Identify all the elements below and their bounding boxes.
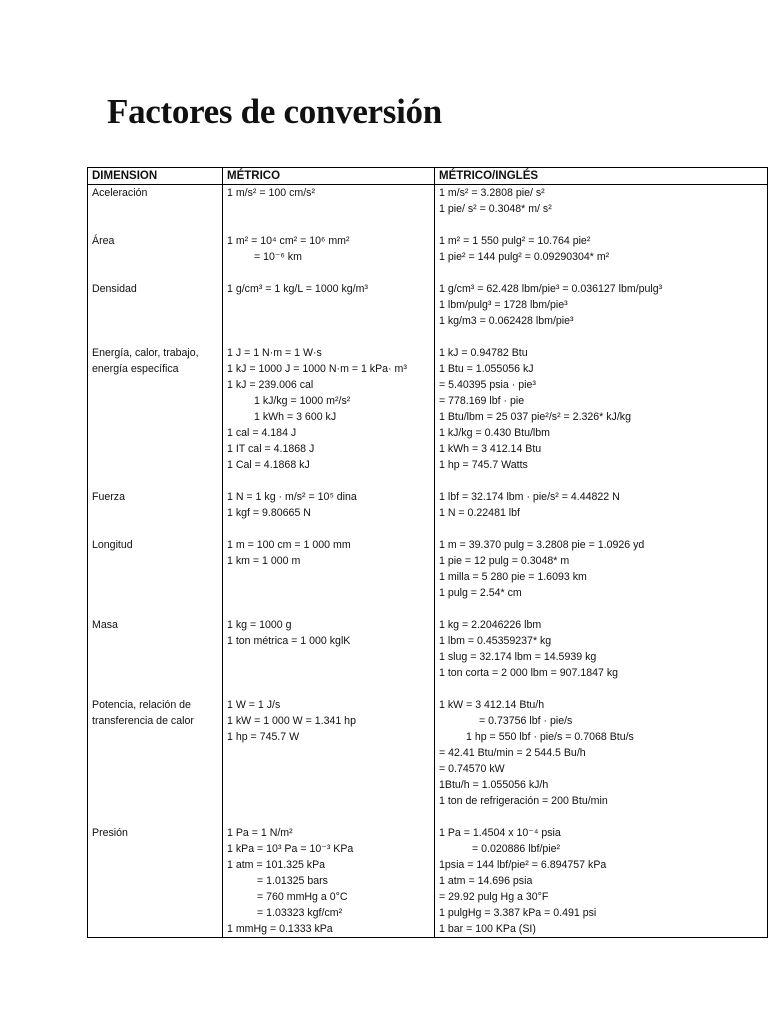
table-row: [88, 233, 768, 281]
dimension-line: Aceleración: [92, 187, 148, 199]
metric-line: = 10⁻⁶ km: [254, 251, 302, 263]
dimension-line: Energía, calor, trabajo, energía específica: [92, 347, 199, 375]
metric-line: 1 hp = 745.7 W: [227, 731, 300, 743]
cell-english: [435, 233, 768, 281]
metric-line: = 1.03323 kgf/cm²: [257, 907, 343, 919]
english-line: 1 N = 0.22481 lbf: [439, 507, 520, 519]
english-line: 1 lbf = 32.174 lbm · pie/s² = 4.44822 N: [439, 491, 620, 503]
cell-metric: [223, 185, 435, 234]
metric-line: 1 Pa = 1 N/m²: [227, 827, 293, 839]
english-line: = 0.020886 lbf/pie²: [472, 843, 561, 855]
table-row: [88, 345, 768, 489]
cell-dimension: [88, 697, 223, 825]
header-dimension: DIMENSION: [88, 168, 223, 185]
cell-metric: [223, 489, 435, 537]
english-line: 1 Btu/lbm = 25 037 pie²/s² = 2.326* kJ/kg: [439, 411, 631, 423]
english-line: 1 ton corta = 2 000 lbm = 907.1847 kg: [439, 667, 619, 679]
cell-english: [435, 537, 768, 617]
cell-metric: [223, 825, 435, 938]
english-line: 1 atm = 14.696 psia: [439, 875, 533, 887]
table-row: [88, 185, 768, 234]
english-line: 1 pulg = 2.54* cm: [439, 587, 522, 599]
cell-metric: [223, 537, 435, 617]
dimension-line: Potencia, relación de transferencia de calor: [92, 699, 194, 727]
english-line: 1 hp = 745.7 Watts: [439, 459, 528, 471]
metric-line: 1 m² = 10⁴ cm² = 10⁶ mm²: [227, 235, 350, 247]
english-line: 1 milla = 5 280 pie = 1.6093 km: [439, 571, 587, 583]
english-line: 1 g/cm³ = 62.428 lbm/pie³ = 0.036127 lbm/pulg³: [439, 283, 663, 295]
metric-line: 1 mmHg = 0.1333 kPa: [227, 923, 333, 935]
metric-line: = 760 mmHg a 0°C: [257, 891, 348, 903]
english-line: 1 lbm/pulg³ = 1728 lbm/pie³: [439, 299, 568, 311]
english-line: 1 lbm = 0.45359237* kg: [439, 635, 552, 647]
cell-dimension: [88, 489, 223, 537]
table-row: [88, 537, 768, 617]
cell-english: [435, 825, 768, 938]
metric-line: 1 atm = 101.325 kPa: [227, 859, 326, 871]
metric-line: 1 m/s² = 100 cm/s²: [227, 187, 316, 199]
cell-dimension: [88, 345, 223, 489]
english-line: = 42.41 Btu/min = 2 544.5 Bu/h: [439, 747, 586, 759]
english-line: = 0.74570 kW: [439, 763, 505, 775]
cell-metric: [223, 345, 435, 489]
english-line: 1 bar = 100 KPa (SI): [439, 923, 536, 935]
english-line: 1 slug = 32.174 lbm = 14.5939 kg: [439, 651, 597, 663]
english-line: = 29.92 pulg Hg a 30°F: [439, 891, 549, 903]
metric-line: 1 IT cal = 4.1868 J: [227, 443, 315, 455]
page-title: Factores de conversión: [107, 92, 442, 131]
metric-line: 1 kJ = 1000 J = 1000 N·m = 1 kPa· m³: [227, 363, 407, 375]
metric-line: 1 W = 1 J/s: [227, 699, 281, 711]
cell-dimension: [88, 825, 223, 938]
english-line: 1Btu/h = 1.055056 kJ/h: [439, 779, 549, 791]
header-row: [88, 168, 768, 185]
table-row: [88, 825, 768, 938]
english-line: 1 kW = 3 412.14 Btu/h: [439, 699, 545, 711]
english-line: 1 kg = 2.2046226 lbm: [439, 619, 542, 631]
english-line: 1 kJ/kg = 0.430 Btu/lbm: [439, 427, 551, 439]
header-metric: MÉTRICO: [223, 168, 435, 185]
table-row: [88, 617, 768, 697]
dimension-line: Masa: [92, 619, 118, 631]
english-line: = 0.73756 lbf · pie/s: [479, 715, 573, 727]
metric-line: 1 ton métrica = 1 000 kglK: [227, 635, 351, 647]
metric-line: 1 kJ/kg = 1000 m²/s²: [254, 395, 351, 407]
english-line: 1 kWh = 3 412.14 Btu: [439, 443, 542, 455]
cell-dimension: [88, 617, 223, 697]
table-row: [88, 697, 768, 825]
dimension-line: Longitud: [92, 539, 133, 551]
metric-line: 1 kJ = 239.006 cal: [227, 379, 314, 391]
dimension-line: Presión: [92, 827, 128, 839]
english-line: 1 pulgHg = 3.387 kPa = 0.491 psi: [439, 907, 597, 919]
table-header: [88, 168, 768, 185]
english-line: 1 hp = 550 lbf · pie/s = 0.7068 Btu/s: [466, 731, 634, 743]
metric-line: 1 kgf = 9.80665 N: [227, 507, 311, 519]
cell-dimension: [88, 185, 223, 234]
cell-dimension: [88, 281, 223, 345]
english-line: 1 m = 39.370 pulg = 3.2808 pie = 1.0926 yd: [439, 539, 645, 551]
dimension-line: Área: [92, 235, 115, 247]
metric-line: 1 kPa = 10³ Pa = 10⁻³ KPa: [227, 843, 354, 855]
cell-english: [435, 617, 768, 697]
cell-english: [435, 345, 768, 489]
metric-line: 1 kWh = 3 600 kJ: [254, 411, 337, 423]
metric-line: 1 g/cm³ = 1 kg/L = 1000 kg/m³: [227, 283, 368, 295]
english-line: = 778.169 lbf · pie: [439, 395, 525, 407]
metric-line: 1 km = 1 000 m: [227, 555, 301, 567]
metric-line: 1 Cal = 4.1868 kJ: [227, 459, 310, 471]
english-line: 1 m/s² = 3.2808 pie/ s²: [439, 187, 545, 199]
english-line: 1 pie/ s² = 0.3048* m/ s²: [439, 203, 552, 215]
metric-line: 1 m = 100 cm = 1 000 mm: [227, 539, 351, 551]
cell-metric: [223, 233, 435, 281]
cell-english: [435, 185, 768, 234]
cell-english: [435, 697, 768, 825]
header-metric-english: MÉTRICO/INGLÉS: [435, 168, 768, 185]
dimension-line: Fuerza: [92, 491, 125, 503]
cell-metric: [223, 697, 435, 825]
english-line: 1 m² = 1 550 pulg² = 10.764 pie²: [439, 235, 591, 247]
cell-dimension: [88, 537, 223, 617]
english-line: 1 kg/m3 = 0.062428 lbm/pie³: [439, 315, 574, 327]
metric-line: 1 J = 1 N·m = 1 W·s: [227, 347, 322, 359]
english-line: 1 Btu = 1.055056 kJ: [439, 363, 534, 375]
english-line: 1 pie² = 144 pulg² = 0.09290304* m²: [439, 251, 610, 263]
metric-line: 1 cal = 4.184 J: [227, 427, 297, 439]
english-line: 1 pie = 12 pulg = 0.3048* m: [439, 555, 570, 567]
cell-metric: [223, 281, 435, 345]
cell-dimension: [88, 233, 223, 281]
english-line: 1 kJ = 0.94782 Btu: [439, 347, 528, 359]
english-line: 1 Pa = 1.4504 x 10⁻⁴ psia: [439, 827, 561, 839]
english-line: = 5.40395 psia · pie³: [439, 379, 536, 391]
dimension-line: Densidad: [92, 283, 137, 295]
cell-english: [435, 281, 768, 345]
metric-line: 1 kW = 1 000 W = 1.341 hp: [227, 715, 356, 727]
table-row: [88, 281, 768, 345]
metric-line: 1 kg = 1000 g: [227, 619, 292, 631]
conversion-table: [87, 167, 768, 938]
cell-english: [435, 489, 768, 537]
metric-line: 1 N = 1 kg · m/s² = 10⁵ dina: [227, 491, 357, 503]
table-row: [88, 489, 768, 537]
metric-line: = 1.01325 bars: [257, 875, 328, 887]
english-line: 1 ton de refrigeración = 200 Btu/min: [439, 795, 608, 807]
table-body: [88, 185, 768, 938]
english-line: 1psia = 144 lbf/pie² = 6.894757 kPa: [439, 859, 607, 871]
cell-metric: [223, 617, 435, 697]
